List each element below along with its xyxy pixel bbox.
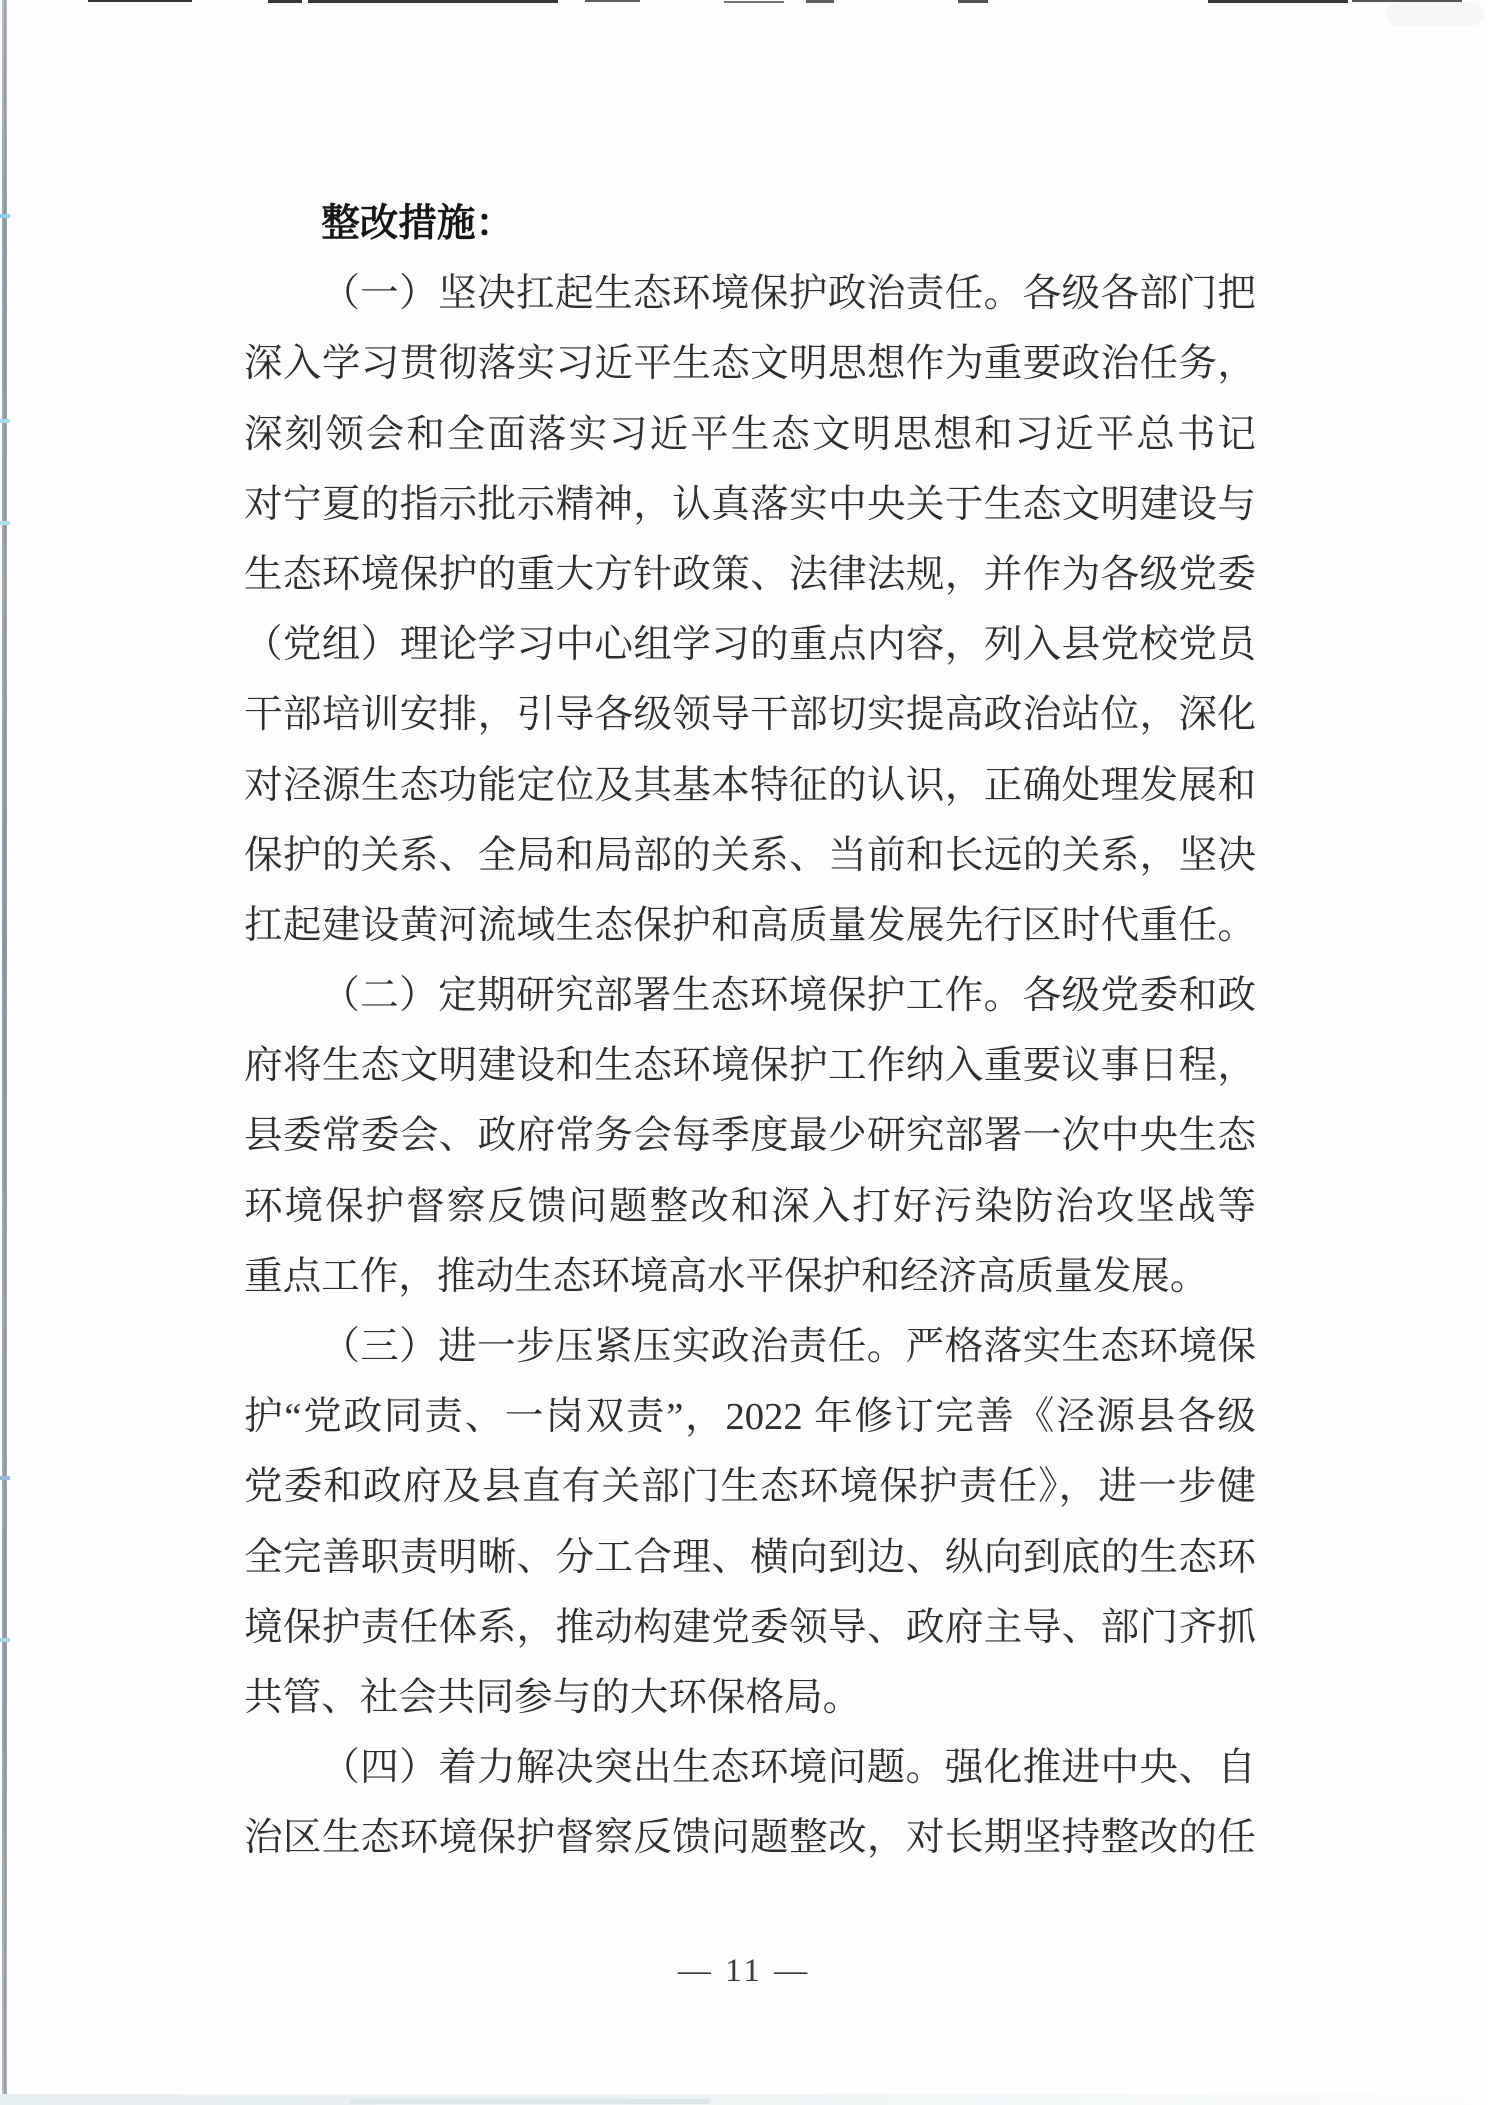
scan-artifact-smudge bbox=[1386, 2, 1484, 26]
scan-artifact-top-edge bbox=[724, 1, 784, 3]
scan-artifact-tick bbox=[0, 521, 10, 525]
scan-artifact-top-edge bbox=[585, 0, 640, 2]
page-number: — 11 — bbox=[677, 1953, 811, 1989]
text-line: 扛起建设黄河流域生态保护和高质量发展先行区时代重任。 bbox=[244, 904, 1256, 947]
text-line: 治区生态环境保护督察反馈问题整改，对长期坚持整改的任 bbox=[244, 1817, 1256, 1860]
scan-artifact-left-edge bbox=[4, 0, 6, 2105]
text-line: 全完善职责明晰、分工合理、横向到边、纵向到底的生态环 bbox=[244, 1536, 1256, 1579]
paragraph-measure-3 bbox=[244, 1312, 1256, 1733]
text-line: 生态环境保护的重大方针政策、法律法规，并作为各级党委 bbox=[244, 553, 1256, 596]
text-line: （党组）理论学习中心组学习的重点内容，列入县党校党员 bbox=[244, 624, 1256, 667]
paragraphs bbox=[244, 259, 1256, 1873]
text-line: 深入学习贯彻落实习近平生态文明思想作为重要政治任务， bbox=[244, 343, 1256, 386]
paragraph-measure-2 bbox=[244, 961, 1256, 1312]
text-line: （三）进一步压紧压实政治责任。严格落实生态环境保 bbox=[321, 1326, 1256, 1368]
text-line: （四）着力解决突出生态环境问题。强化推进中央、自 bbox=[321, 1747, 1256, 1790]
text-line: 环境保护督察反馈问题整改和深入打好污染防治攻坚战等 bbox=[244, 1185, 1256, 1228]
scan-artifact-top-edge bbox=[268, 0, 302, 3]
text-line: 府将生态文明建设和生态环境保护工作纳入重要议事日程， bbox=[244, 1045, 1256, 1088]
text-line: 保护的关系、全局和局部的关系、当前和长远的关系，坚决 bbox=[244, 834, 1256, 877]
text-line: （一）坚决扛起生态环境保护政治责任。各级各部门把 bbox=[321, 273, 1256, 316]
text-line: 护“党政同责、一岗双责”，2022 年修订完善《泾源县各级 bbox=[244, 1396, 1256, 1439]
scan-artifact-tick bbox=[0, 419, 10, 423]
text-line: 干部培训安排，引导各级领导干部切实提高政治站位，深化 bbox=[244, 694, 1256, 737]
document-body bbox=[244, 189, 1256, 1874]
text-line: 对泾源生态功能定位及其基本特征的认识，正确处理发展和 bbox=[244, 764, 1256, 807]
scan-artifact-top-edge bbox=[88, 0, 192, 2]
scan-artifact-bottom-edge bbox=[0, 2094, 1488, 2105]
section-heading: 整改措施： bbox=[321, 203, 515, 245]
text-line: 县委常委会、政府常务会每季度最少研究部署一次中央生态 bbox=[244, 1115, 1256, 1158]
paragraph-measure-4 bbox=[244, 1733, 1256, 1873]
scan-artifact-top-edge bbox=[958, 0, 988, 3]
text-line: 共管、社会共同参与的大环保格局。 bbox=[244, 1676, 862, 1719]
scan-artifact-bottom-edge bbox=[350, 2099, 710, 2104]
scan-artifact-top-edge bbox=[308, 0, 558, 3]
scan-artifact-tick bbox=[0, 1638, 10, 1642]
scan-artifact-top-edge bbox=[1208, 0, 1348, 3]
text-line: （二）定期研究部署生态环境保护工作。各级党委和政 bbox=[321, 975, 1256, 1018]
text-line: 境保护责任体系，推动构建党委领导、政府主导、部门齐抓 bbox=[244, 1606, 1256, 1649]
text-line: 党委和政府及县直有关部门生态环境保护责任》，进一步健 bbox=[244, 1466, 1256, 1509]
text-line: 对宁夏的指示批示精神，认真落实中央关于生态文明建设与 bbox=[244, 483, 1256, 526]
paragraph-measure-1 bbox=[244, 259, 1256, 961]
scan-artifact-top-edge bbox=[806, 0, 834, 3]
scan-artifact-tick bbox=[0, 1476, 10, 1480]
text-line: 重点工作，推动生态环境高水平保护和经济高质量发展。 bbox=[244, 1255, 1209, 1298]
text-line: 深刻领会和全面落实习近平生态文明思想和习近平总书记 bbox=[244, 413, 1256, 456]
scan-artifact-tick bbox=[0, 214, 10, 218]
